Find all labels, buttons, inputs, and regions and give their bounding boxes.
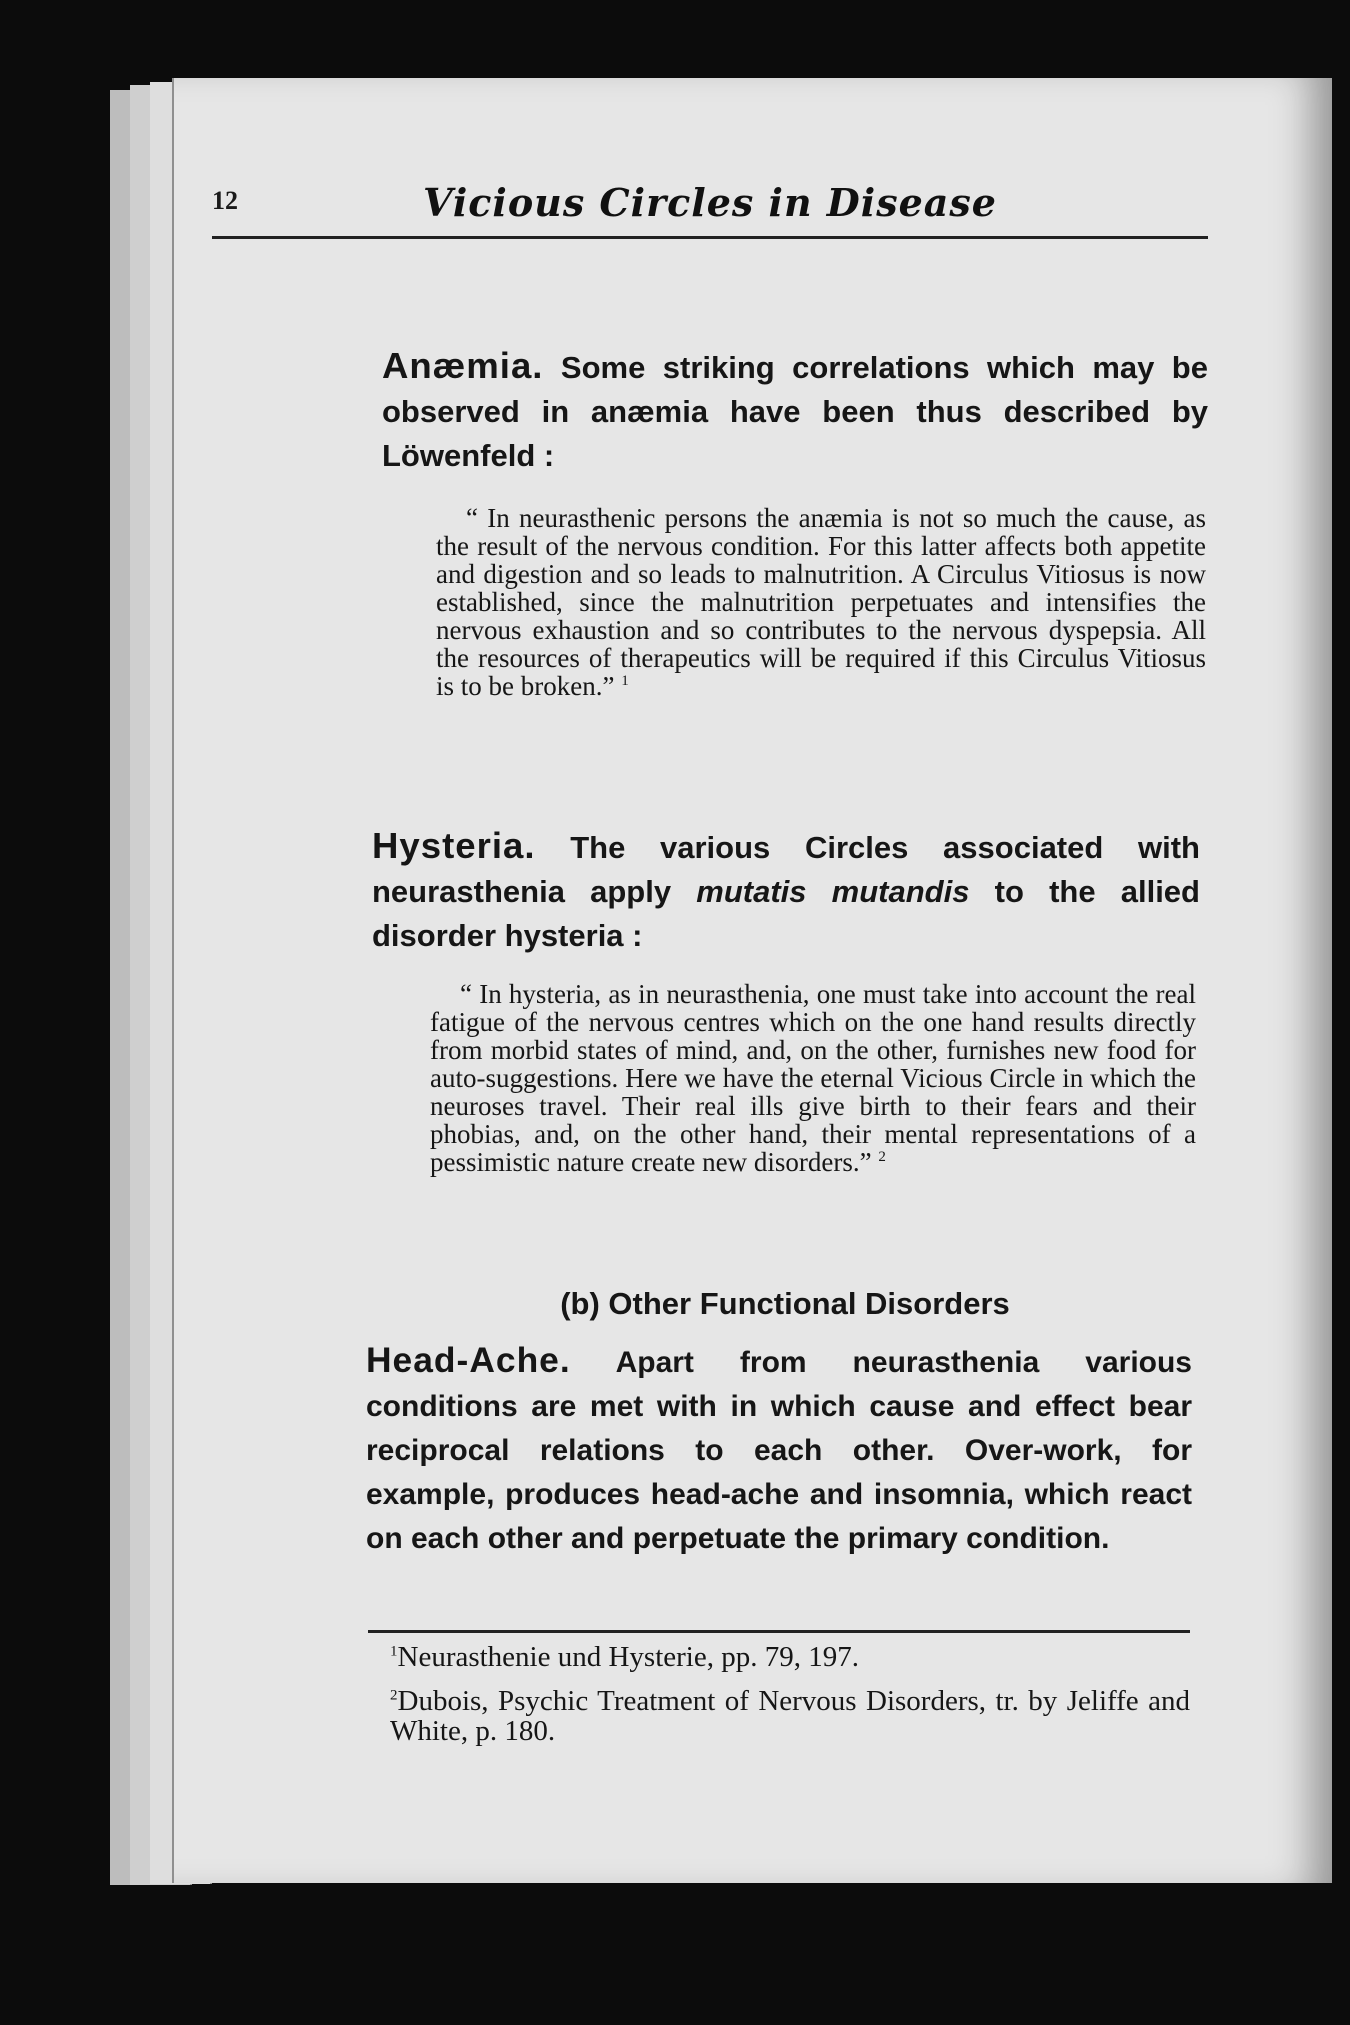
headache-text: Apart from neurasthenia various conditions are met with in which cause and effect bear reciprocal relations to each other. Over-work, for example, produces head-ache and insomnia, which react on each other and perpetuate the primary condition. [366,1346,1192,1555]
anaemia-quote-text: “ In neurasthenic persons the anæmia is not so much the cause, as the result of the nervous condition. For this latter affects both appetite and digestion and so leads to malnutrition. A Circulus Vitiosus is now established, since the malnutrition perpetuates and intensifies the nervous exhaustion and so contributes to the nervous dyspepsia. All the resources of therapeutics will be required if this Circulus Vitiosus is to be broken.” [436,503,1206,701]
hysteria-term: Hysteria. [372,825,536,866]
footnote-rule [368,1630,1190,1633]
section-heading: (b) Other Functional Disorders [560,1286,1010,1321]
page-number: 12 [212,186,238,215]
hysteria-text-after: to the allied disorder hysteria : [372,874,1200,953]
hysteria-italic: mutatis mutandis [696,874,970,909]
anaemia-term: Anæmia. [382,345,544,386]
hysteria-quote-text: “ In hysteria, as in neurasthenia, one must take into account the real fatigue of the nervous centres which on the one hand results directly from morbid states of mind, and, on the other, furnishes new food for auto-suggestions. Here we have the eternal Vicious Circle in which the neuroses travel. Their real ills give birth to their fears and their phobias, and, on the other hand, their mental representations of a pessimistic nature create new disorders.” [430,979,1196,1177]
anaemia-text: Some striking correlations which may be observed in anæmia have been thus described by Löwenfeld : [382,350,1208,473]
footnote-ref-2: 2 [878,1149,886,1165]
anaemia-quote [436,504,1206,700]
page-header [212,180,1208,230]
footnote-1 [390,1642,1190,1672]
headache-paragraph [366,1338,1192,1561]
footnote-mark-1: 1 [390,1643,398,1660]
footnote-ref-1: 1 [621,673,629,689]
hysteria-text-before: The various Circles associated with neurasthenia apply [372,830,1200,909]
hysteria-paragraph [372,824,1200,958]
footnote-text-1: Neurasthenie und Hysterie, pp. 79, 197. [397,1641,859,1673]
anaemia-paragraph [382,344,1208,478]
headache-term: Head-Ache. [366,1340,571,1380]
footnote-2 [390,1686,1190,1746]
footnote-mark-2: 2 [390,1687,398,1704]
header-rule [212,236,1208,239]
footnote-text-2: Dubois, Psychic Treatment of Nervous Disorders, tr. by Jeliffe and White, p. 180. [390,1685,1190,1747]
running-title: Vicious Circles in Disease [423,180,997,225]
hysteria-quote [430,980,1196,1176]
